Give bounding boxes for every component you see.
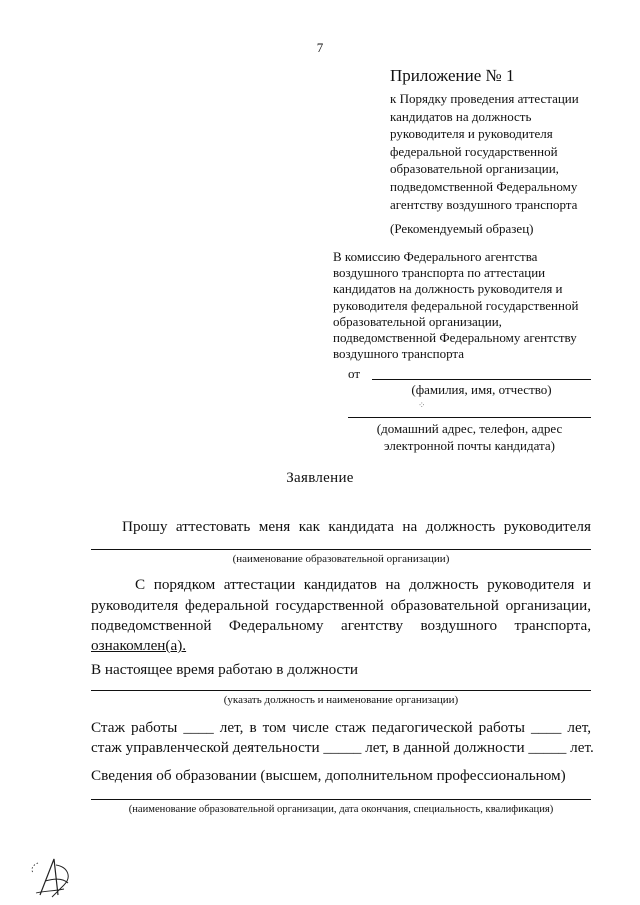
name-caption: (фамилия, имя, отчество) xyxy=(411,382,552,397)
addressee-line: образовательной организации, xyxy=(333,313,502,329)
annex-line: подведомственной Федеральному xyxy=(390,178,578,194)
page-number: 7 xyxy=(316,40,324,55)
position-caption: (указать должность и наименование организации) xyxy=(223,694,459,706)
contact-caption: (домашний адрес, телефон, адрес электронной почты кандидата) xyxy=(376,421,563,453)
annex-subtitle xyxy=(390,90,579,213)
annex-line: федеральной государственной xyxy=(390,143,558,159)
education-label: Сведения об образовании (высшем, дополнительном профессиональном) xyxy=(91,767,566,784)
experience-line[interactable]: стаж управленческой деятельности _____ лет, в данной должности _____ лет. xyxy=(91,739,594,756)
organization-caption: (наименование образовательной организации) xyxy=(232,553,450,565)
addressee-line: воздушного транспорта xyxy=(333,346,465,362)
addressee-line: воздушного транспорта по аттестации xyxy=(333,265,546,281)
addressee-line: В комиссию Федерального агентства xyxy=(333,249,538,264)
annex-line: руководителя и руководителя xyxy=(390,126,553,142)
current-position-label: В настоящее время работаю в должности xyxy=(91,661,359,678)
organization-name-field[interactable] xyxy=(91,549,591,550)
addressee-block xyxy=(333,249,578,362)
applicant-contact-field[interactable] xyxy=(348,417,591,418)
experience-line[interactable]: Стаж работы ____ лет, в том числе стаж педагогической работы ____ лет, xyxy=(91,719,591,736)
annex-line: образовательной организации, xyxy=(390,161,559,177)
procedure-line: С порядком аттестации кандидатов на должность руководителя и xyxy=(135,576,591,593)
annex-line: кандидатов на должность xyxy=(390,108,532,124)
addressee-line: руководителя федеральной государственной xyxy=(333,297,579,313)
annex-title: Приложение № 1 xyxy=(390,66,515,85)
procedure-line: подведомственной Федеральному агентству воздушного транспорта, xyxy=(91,617,591,634)
scan-mark-icon: ⁘ xyxy=(418,400,426,410)
procedure-line: руководителя федеральной государственной образовательной организации, xyxy=(91,597,591,614)
education-field[interactable] xyxy=(91,799,591,800)
addressee-line: подведомственной Федеральному агентству xyxy=(333,330,577,346)
annex-line: к Порядку проведения аттестации xyxy=(390,91,579,106)
sample-note: (Рекомендуемый образец) xyxy=(390,221,534,236)
from-label: от xyxy=(348,366,361,381)
acknowledged-text: ознакомлен(а). xyxy=(91,637,187,654)
current-position-field[interactable] xyxy=(91,690,591,691)
signature-icon xyxy=(28,855,80,900)
annex-line: агентству воздушного транспорта xyxy=(390,196,578,212)
document-title: Заявление xyxy=(286,470,354,486)
addressee-line: кандидатов на должность руководителя и xyxy=(333,281,563,297)
applicant-name-field[interactable] xyxy=(372,379,591,380)
request-line: Прошу аттестовать меня как кандидата на должность руководителя xyxy=(122,518,591,535)
education-caption: (наименование образовательной организации, дата окончания, специальность, квалификация) xyxy=(128,804,554,815)
